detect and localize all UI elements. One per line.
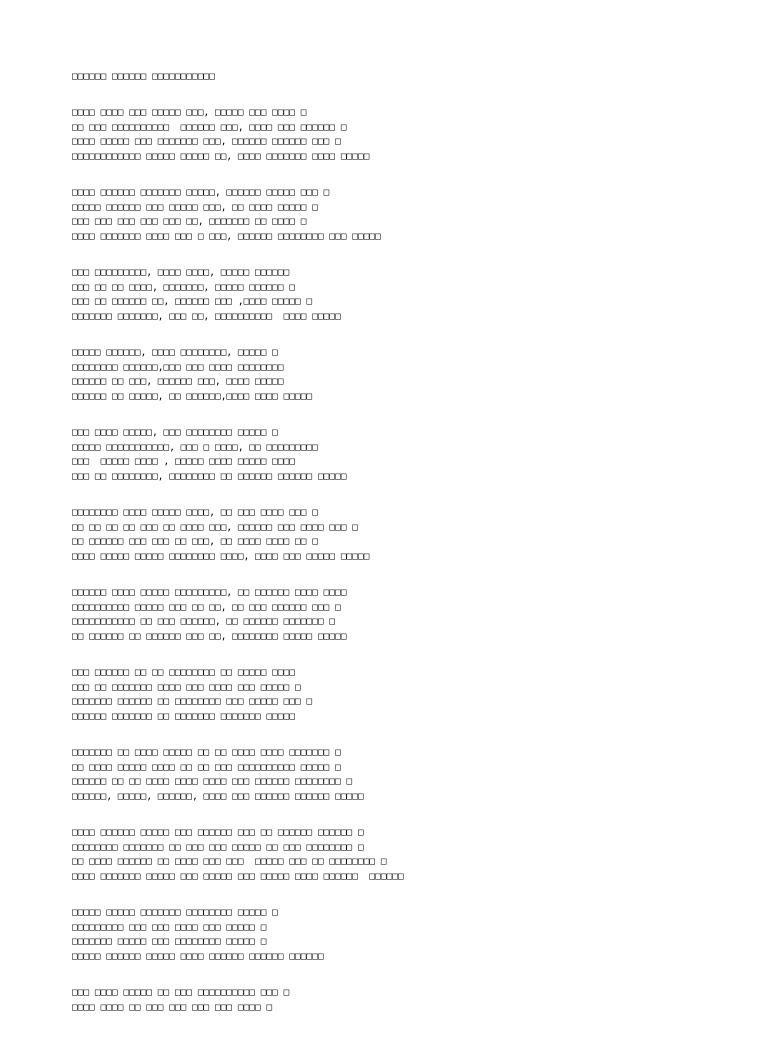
stanza: [72, 906, 722, 964]
text-line: □□□ □□ □□□□□□□ □□□□ □□□ □□□□ □□□ □□□□□ □: [72, 681, 301, 693]
text-line: □□□ □□□□ □□□□□, □□□ □□□□□□□□ □□□□□ □: [72, 427, 278, 438]
text-line: □□□ □□□□□□□□□, □□□□ □□□□, □□□□□ □□□□□□: [72, 267, 290, 278]
stanza: [72, 346, 722, 404]
text-line: □□□ □□ □□ □□□□, □□□□□□□, □□□□□ □□□□□□ □: [72, 281, 296, 293]
text-line: □□□ □□ □□□□□□□□, □□□□□□□□ □□ □□□□□□ □□□□□□ □□□□□: [72, 470, 347, 482]
text-line: □□□□□□□□□□□ □□ □□□ □□□□□□, □□ □□□□□□ □□□□□□□ □: [72, 616, 336, 627]
stanza: [72, 106, 722, 164]
stanza: [72, 266, 722, 324]
text-line: □□□□□ □□□□□□ □□□□□ □□□□ □□□□□□ □□□□□□ □□□□□□: [72, 950, 324, 962]
text-line: □□□□□□□ □□ □□□□ □□□□□ □□ □□ □□□□ □□□□ □□□□□□□ □: [72, 747, 341, 758]
text-line: □□ □□□ □□□□□□□□□□ □□□□□□ □□□, □□□□ □□□ □□□□□□ □: [72, 121, 347, 133]
text-line: □□□□□□□ □□□□□□□, □□□ □□, □□□□□□□□□□ □□□□ □□□□□: [72, 310, 341, 322]
text-line: □□ □□□□ □□□□□□ □□ □□□□ □□□ □□□ □□□□□ □□□ □□ □□□□□□□□ □: [72, 856, 387, 867]
document-title: □□□□□□ □□□□□□ □□□□□□□□□□□: [72, 71, 215, 82]
text-line: □□ □□□□ □□□□□ □□□□ □□ □□ □□□ □□□□□□□□□□ □□□□□ □: [72, 761, 341, 773]
text-line: □□ □□□□□□ □□□ □□□ □□ □□□, □□ □□□□ □□□□ □□ □: [72, 536, 318, 547]
text-line: □□□ □□ □□□□□□ □□, □□□□□□ □□□ ,□□□□ □□□□□ □: [72, 296, 313, 307]
text-line: □□□ □□□□□ □□□□ , □□□□□ □□□□ □□□□□ □□□□: [72, 456, 296, 467]
poem-body: [72, 106, 722, 1015]
text-line: □□□□□□□□□ □□□ □□□ □□□□ □□□ □□□□□ □: [72, 921, 267, 933]
text-line: □□□□ □□□□ □□□ □□□□□ □□□, □□□□□ □□□ □□□□ □: [72, 107, 307, 118]
text-line: □□□□□ □□□□□□, □□□□ □□□□□□□□, □□□□□ □: [72, 347, 278, 358]
text-line: □□□□□□□ □□□□□ □□□ □□□□□□□□ □□□□□ □: [72, 936, 267, 947]
text-line: □□□□□□ □□□□□□□ □□ □□□□□□□ □□□□□□□ □□□□□: [72, 710, 296, 722]
text-line: □□□□□ □□□□□□□□□□□, □□□ □ □□□□, □□ □□□□□□□□□: [72, 441, 318, 453]
text-line: □□□ □□□□ □□□□□ □□ □□□ □□□□□□□□□□ □□□ □: [72, 987, 290, 998]
text-line: □□□□□□□□ □□□□□□□ □□ □□□ □□□ □□□□□ □□ □□□ □□□□□□□□ □: [72, 841, 364, 853]
stanza: [72, 746, 722, 804]
text-line: □□□□□ □□□□□□ □□□ □□□□□ □□□, □□ □□□□ □□□□□ □: [72, 201, 318, 213]
stanza: [72, 826, 722, 884]
text-line: □□□□□□□□ □□□□□□,□□□ □□□ □□□□ □□□□□□□□: [72, 361, 284, 373]
stanza: [72, 986, 722, 1015]
stanza: [72, 186, 722, 244]
text-line: □□ □□ □□ □□ □□□ □□ □□□□ □□□, □□□□□□ □□□ □□□□ □□□ □: [72, 521, 358, 533]
text-line: □□□□□□ □□ □□□□□, □□ □□□□□□,□□□□ □□□□ □□□□□: [72, 390, 313, 402]
text-line: □□□ □□□□□□ □□ □□ □□□□□□□□ □□ □□□□□ □□□□: [72, 667, 296, 678]
stanza: [72, 426, 722, 484]
text-line: □□□□ □□□□□□□ □□□□□ □□□ □□□□□ □□□ □□□□□ □□□□ □□□□□□ □□□□□□: [72, 870, 404, 882]
text-line: □□□□□ □□□□□ □□□□□□□ □□□□□□□□ □□□□□ □: [72, 907, 278, 918]
text-line: □□□□□□, □□□□□, □□□□□□, □□□□ □□□ □□□□□□ □□□□□□ □□□□□: [72, 790, 364, 802]
text-line: □□□□□□□□ □□□□ □□□□□ □□□□, □□ □□□ □□□□ □□□ □: [72, 507, 318, 518]
text-line: □□□ □□□ □□□ □□□ □□□ □□, □□□□□□□ □□ □□□□ □: [72, 216, 307, 227]
stanza: [72, 506, 722, 564]
text-line: □□□□□□ □□□□ □□□□□ □□□□□□□□□, □□ □□□□□□ □□□□ □□□□: [72, 587, 347, 598]
text-line: □□□□ □□□□□□ □□□□□□□ □□□□□, □□□□□□ □□□□□ □□□ □: [72, 187, 330, 198]
text-line: □□□□ □□□□□ □□□□□ □□□□□□□□ □□□□, □□□□ □□□ □□□□□ □□□□□: [72, 550, 370, 562]
text-line: □□□□ □□□□□□□ □□□□ □□□ □ □□□, □□□□□□ □□□□□□□□ □□□ □□□□□: [72, 230, 381, 242]
text-line: □□□□□□ □□ □□□, □□□□□□ □□□, □□□□ □□□□□: [72, 376, 284, 387]
text-line: □□□□□□□ □□□□□□ □□ □□□□□□□□ □□□ □□□□□ □□□ □: [72, 696, 313, 707]
text-line: □□□□ □□□□□□ □□□□□ □□□ □□□□□□ □□□ □□ □□□□□□ □□□□□□ □: [72, 827, 364, 838]
text-line: □□□□□□ □□ □□ □□□□ □□□□ □□□□ □□□ □□□□□□ □□□□□□□□ □: [72, 776, 353, 787]
text-line: □□□□□□□□□□ □□□□□ □□□ □□ □□, □□ □□□ □□□□□□ □□□ □: [72, 601, 341, 613]
text-line: □□□□ □□□□□ □□□ □□□□□□□ □□□, □□□□□□ □□□□□□ □□□ □: [72, 136, 341, 147]
text-line: □□□□□□□□□□□□ □□□□□ □□□□□ □□, □□□□ □□□□□□□ □□□□ □□□□□: [72, 150, 370, 162]
text-line: □□□□ □□□□ □□ □□□ □□□ □□□ □□□ □□□□ □: [72, 1001, 273, 1013]
text-line: □□ □□□□□□ □□ □□□□□□ □□□ □□, □□□□□□□□ □□□□□ □□□□□: [72, 630, 347, 642]
document-page: [72, 70, 722, 1037]
stanza: [72, 586, 722, 644]
stanza: [72, 666, 722, 724]
